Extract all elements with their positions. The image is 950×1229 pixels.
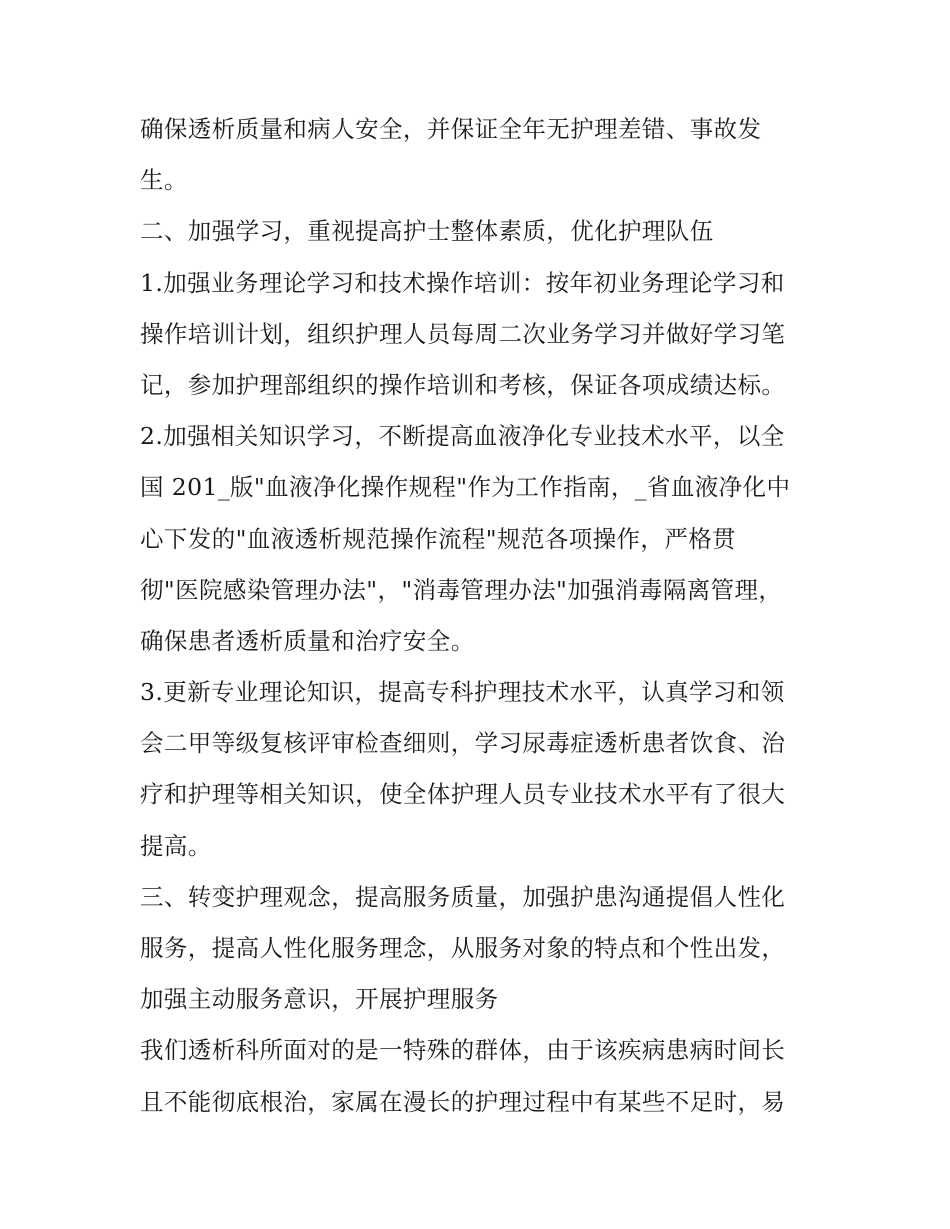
text-line: 提高。 — [140, 831, 212, 860]
text-line: 会二甲等级复核评审检查细则，学习尿毒症透析患者饮食、治 — [140, 729, 786, 758]
document-body — [140, 104, 820, 1128]
section-heading: 加强主动服务意识，开展护理服务 — [140, 985, 499, 1014]
text-line: 我们透析科所面对的是一特殊的群体，由于该疾病患病时间长 — [140, 1036, 786, 1065]
text-line: 心下发的"血液透析规范操作流程"规范各项操作，严格贯 — [140, 524, 737, 553]
text-line: 生。 — [140, 166, 188, 195]
section-heading: 二、加强学习，重视提高护士整体素质，优化护理队伍 — [140, 217, 714, 246]
text-line: 彻"医院感染管理办法"，"消毒管理办法"加强消毒隔离管理， — [140, 575, 783, 604]
text-line: 3.更新专业理论知识，提高专科护理技术水平，认真学习和领 — [140, 678, 785, 707]
text-line: 确保患者透析质量和治疗安全。 — [140, 626, 475, 655]
text-line: 且不能彻底根治，家属在漫长的护理过程中有某些不足时，易 — [140, 1087, 786, 1116]
text-line: 疗和护理等相关知识，使全体护理人员专业技术水平有了很大 — [140, 780, 786, 809]
section-heading: 服务，提高人性化服务理念，从服务对象的特点和个性出发， — [140, 934, 786, 962]
text-line: 记，参加护理部组织的操作培训和考核，保证各项成绩达标。 — [140, 370, 786, 399]
text-line: 确保透析质量和病人安全，并保证全年无护理差错、事故发 — [140, 115, 762, 143]
section-heading: 三、转变护理观念，提高服务质量，加强护患沟通提倡人性化 — [140, 882, 786, 911]
text-line: 操作培训计划，组织护理人员每周二次业务学习并做好学习笔 — [140, 319, 786, 348]
text-line: 1.加强业务理论学习和技术操作培训：按年初业务理论学习和 — [140, 268, 785, 297]
text-line: 2.加强相关知识学习，不断提高血液净化专业技术水平，以全 — [140, 422, 785, 451]
text-line: 国 201_版"血液净化操作规程"作为工作指南，_省血液净化中 — [140, 473, 791, 502]
